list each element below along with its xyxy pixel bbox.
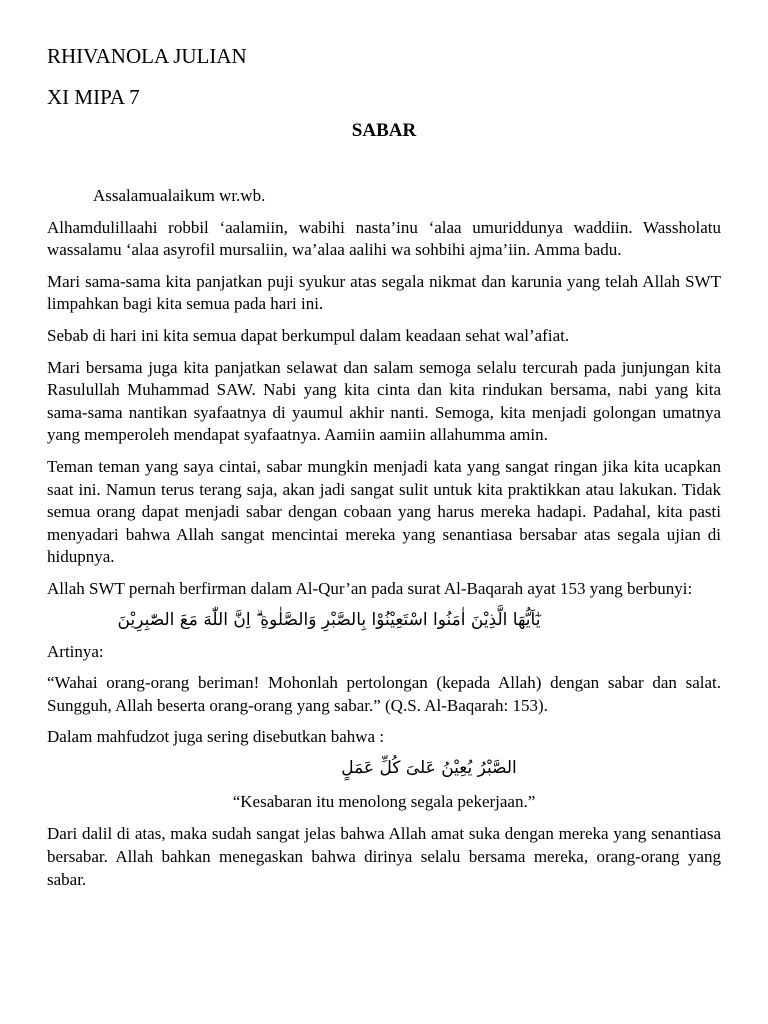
author-name: RHIVANOLA JULIAN bbox=[47, 44, 247, 68]
paragraph-patience: Teman teman yang saya cintai, sabar mungkin menjadi kata yang sangat ringan jika kita ucapkan saat ini. Namun terus terang saja, akan jadi sangat sulit untuk kita praktikkan atau lakukan. Tidak semua orang dapat menjadi sabar dengan cobaan yang harus mereka hadapi. Padahal, kita pasti menyadari bahwa Allah sangat mencintai mereka yang senantiasa bersabar atas segala ujian di hidupnya. bbox=[47, 456, 721, 567]
paragraph-gathering: Sebab di hari ini kita semua dapat berkumpul dalam keadaan sehat wal’afiat. bbox=[47, 325, 570, 345]
mahfudzot-translation: “Kesabaran itu menolong segala pekerjaan.” bbox=[232, 791, 536, 811]
artinya-label: Artinya: bbox=[47, 641, 104, 661]
paragraph-mahfudzot-intro: Dalam mahfudzot juga sering disebutkan bahwa : bbox=[47, 727, 385, 747]
paragraph-salawat: Mari bersama juga kita panjatkan selawat dan salam semoga selalu tercurah pada junjungan kita Rasulullah Muhammad SAW. Nabi yang kita cinta dan kita rindukan bersama, nabi yang kita sama-sama nantikan syafaatnya di yaumul akhir nanti. Semoga, kita menjadi golongan umatnya yang memperoleh mendapat syafaatnya. Aamiin aamiin allahumma amin. bbox=[47, 357, 721, 445]
arabic-verse: يٰٓاَيُّهَا الَّذِيْنَ اٰمَنُوا اسْتَعِيْنُوْا بِالصَّبْرِ وَالصَّلٰوةِ ۗ اِنَّ اللّٰهَ مَعَ الصّٰبِرِيْنَ bbox=[117, 609, 541, 630]
arabic-mahfudzot: الصَّبْرُ يُعِيْنُ عَلىَ كُلِّ عَمَلٍ bbox=[341, 757, 517, 778]
paragraph-conclusion: Dari dalil di atas, maka sudah sangat jelas bahwa Allah amat suka dengan mereka yang senantiasa bersabar. Allah bahkan menegaskan bahwa dirinya selalu bersama mereka, orang-orang yang sabar. bbox=[47, 824, 721, 889]
paragraph-opening: Alhamdulillaahi robbil ‘aalamiin, wabihi nasta’inu ‘alaa umuriddunya waddiin. Wassholatu wassalamu ‘alaa asyrofil mursaliin, wa’alaa aalihi wa sohbihi ajma’iin. Amma badu. bbox=[47, 217, 721, 260]
document-body bbox=[47, 185, 721, 900]
verse-translation: “Wahai orang-orang beriman! Mohonlah pertolongan (kepada Allah) dengan sabar dan salat. Sungguh, Allah beserta orang-orang yang sabar.” (Q.S. Al-Baqarah: 153). bbox=[47, 673, 721, 715]
greeting: Assalamualaikum wr.wb. bbox=[93, 186, 266, 205]
document-title: SABAR bbox=[351, 120, 417, 141]
paragraph-gratitude: Mari sama-sama kita panjatkan puji syukur atas segala nikmat dan karunia yang telah Allah SWT limpahkan bagi kita semua pada hari ini. bbox=[47, 271, 721, 314]
paragraph-quran-intro: Allah SWT pernah berfirman dalam Al-Qur’an pada surat Al-Baqarah ayat 153 yang berbunyi: bbox=[47, 578, 693, 598]
author-class: XI MIPA 7 bbox=[47, 85, 140, 109]
